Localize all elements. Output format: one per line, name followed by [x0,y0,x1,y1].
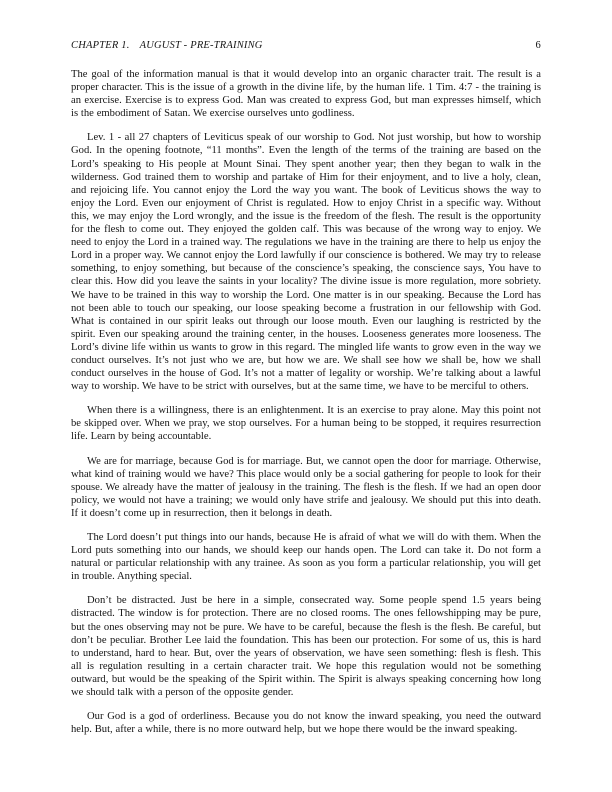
chapter-title: AUGUST - PRE-TRAINING [139,40,263,51]
paragraph: When there is a willingness, there is an enlightenment. It is an exercise to pray alone. May this point not be skipped over. When we pray, we stop ourselves. For a human being to be stopped, it requires resurrection life. Learn by being accountable. [71,405,541,443]
paragraph: Our God is a god of orderliness. Because you do not know the inward speaking, you need the outward help. But, after a while, there is no more outward help, but we hope there would be the inward speaking. [71,711,541,736]
running-header [71,40,541,51]
chapter-label: CHAPTER 1. [71,40,130,51]
paragraph: Lev. 1 - all 27 chapters of Leviticus speak of our worship to God. Not just worship, but how to worship God. In the opening footnote, “11 months”. Even the length of the terms of the training are based on the Lord’s speaking to His people at Mount Sinai. They spent another year; then they began to walk in the wilderness. God trained them to worship and partake of Him for their enjoyment, and to live a holy, clean, and rejoicing life. You cannot enjoy the Lord the way you want. The book of Leviticus shows the way to enjoy the Lord. Even our enjoyment of Christ is regulated. How to enjoy Christ in a specific way. Without this, we may enjoy the Lord wrongly, and the issue is the freedom of the flesh. The result is the opportunity for the flesh to come out. They enjoyed the golden calf. This was because of the wrong way to enjoy. We need to enjoy the Lord in a trained way. The regulations we have in the training are there to help us enjoy the Lord in a proper way. We cannot enjoy the Lord lawfully if our conscience is bothered. We may try to release something, to enjoy something, but because of the conscience’s speaking, the conscience says, You have to clear this. How did you leave the saints in your locality? The divine issue is more regulation, more sobriety. We have to be trained in this way to worship the Lord. One matter is in our speaking. Because the Lord has not been able to touch our speaking, our loose speaking become a frustration in our fellowship with God. What is contained in our spirit leaks out through our loose mouth. Even our laughing is restricted by the spirit. Even our speaking around the training center, in the houses. Looseness generates more looseness. The Lord’s divine life within us wants to grow in this regard. The mingled life wants to grow even in the way we conduct ourselves. It’s not just who we are, but how we are. We shall see how we shall be, how we shall conduct ourselves in the house of God. It’s not a matter of legality or worship. We’re talking about a lawful way to worship. We have to be strict with ourselves, but at the same time, we have to be merciful to others. [71,132,541,393]
paragraph: We are for marriage, because God is for marriage. But, we cannot open the door for marriage. Otherwise, what kind of training would we have? This place would only be a social gathering for people to look for their spouse. We already have the matter of jealousy in the training. The flesh is the flesh. If we had an open door policy, we would not have a training; we would only have strife and jealousy. We should put this into death. If it doesn’t come up in resurrection, then it belongs in death. [71,455,541,519]
body-text [71,68,541,747]
paragraph: The goal of the information manual is that it would develop into an organic character trait. The result is a proper character. This is the issue of a growth in the divine life, by the human life. 1 Tim. 4:7 - the training is an exercise. Exercise is to express God. Man was created to express God, but man expresses himself, which is the embodiment of Satan. We exercise ourselves unto godliness. [71,69,541,120]
paragraph: Don’t be distracted. Just be here in a simple, consecrated way. Some people spend 1.5 years being distracted. The window is for protection. There are no closed rooms. The ones fellowshipping may be pure, but the ones observing may not be pure. We have to be careful, because the flesh is the flesh. Be careful, but don’t be peculiar. Brother Lee laid the foundation. This has been our protection. For some of us, this is hard to understand, hard to hear. But, over the years of observation, we have seen something: flesh is flesh. This all is regulation resulting in a certain character trait. We hope this regulation would not be something outward, but would be the speaking of the Spirit within. The Spirit is always speaking concerning how long we should talk with a person of the opposite gender. [71,595,541,699]
running-header-title [71,40,263,51]
paragraph: The Lord doesn’t put things into our hands, because He is afraid of what we will do with them. When the Lord puts something into our hands, we should keep our hands open. The Lord can take it. Do not form a natural or particular relationship with any trainee. As soon as you form a particular relationship, you will get in trouble. Anything special. [71,532,541,583]
page-number: 6 [535,40,541,51]
